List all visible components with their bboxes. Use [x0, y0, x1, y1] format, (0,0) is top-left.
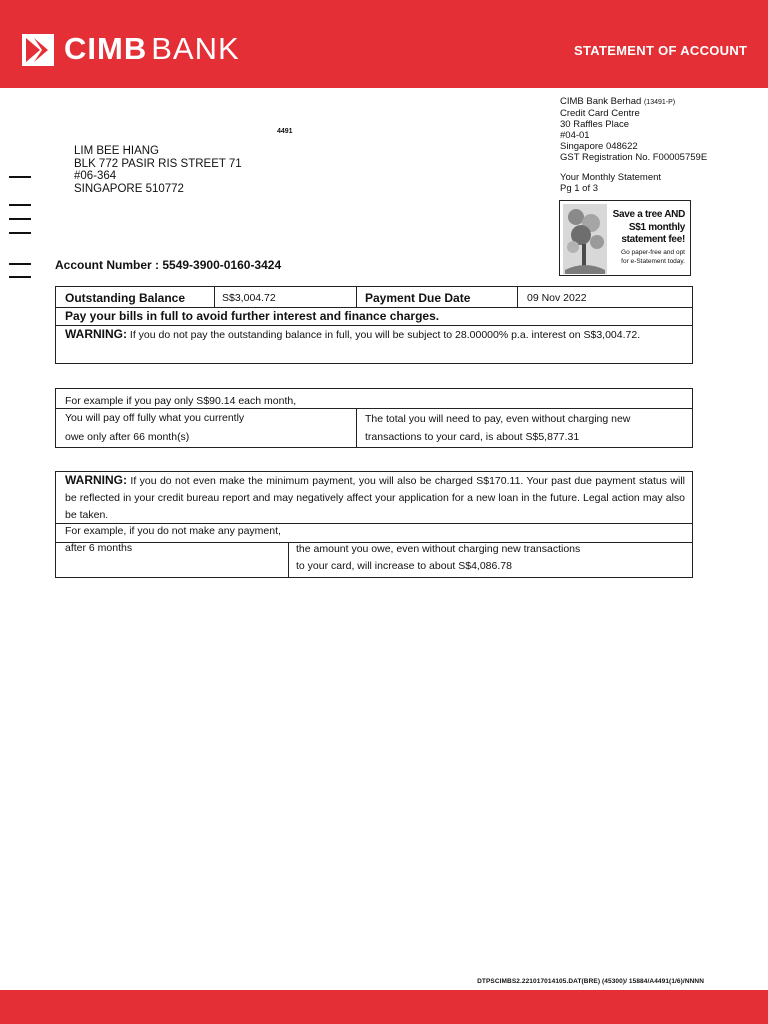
customer-name: LIM BEE HIANG — [74, 145, 159, 157]
payoff-text: owe only after 66 month(s) — [65, 431, 190, 443]
margin-mark — [9, 263, 31, 265]
customer-address — [74, 145, 242, 195]
total-payment-text: The total you will need to pay, even without charging new — [365, 413, 631, 425]
bank-address-line: Singapore 048622 — [560, 140, 638, 152]
increase-text: to your card, will increase to about S$4,086.78 — [296, 560, 512, 572]
margin-mark — [9, 218, 31, 220]
increase-text: the amount you owe, even without charging new transactions — [296, 543, 581, 555]
pay-in-full-notice: Pay your bills in full to avoid further interest and finance charges. — [65, 309, 440, 323]
page-number: Pg 1 of 3 — [560, 182, 599, 194]
margin-mark — [9, 204, 31, 206]
payoff-text: You will pay off fully what you currently — [65, 412, 245, 424]
customer-address-line: #06-364 — [74, 170, 117, 183]
customer-address-line: BLK 772 PASIR RIS STREET 71 — [74, 157, 242, 170]
bank-reg-no: (13491-P) — [643, 99, 676, 106]
ad-subtext: Go paper-free and opt for e-Statement today. — [621, 249, 685, 265]
cimb-logo-icon — [22, 34, 54, 66]
divider — [288, 542, 289, 577]
customer-address-line: SINGAPORE 510772 — [74, 182, 184, 195]
brand-logo-text: CIMB BANK — [64, 31, 240, 66]
divider — [517, 287, 518, 307]
tree-illustration-icon — [563, 204, 607, 274]
margin-mark — [9, 276, 31, 278]
bank-address-line: #04-01 — [560, 129, 590, 141]
no-payment-warning — [55, 471, 693, 578]
margin-mark — [9, 232, 31, 234]
months-text: after 6 months — [65, 542, 133, 554]
bank-address — [560, 97, 707, 163]
bank-address-line: 30 Raffles Place — [560, 118, 630, 130]
divider — [356, 408, 357, 447]
document-code: DTPSCIMBS2.221017014105.DAT(BRE) (45300)/ 15884/A4491(1/6)/NNNN — [477, 978, 704, 985]
payment-due-label: Payment Due Date — [365, 291, 471, 305]
statement-title: STATEMENT OF ACCOUNT — [574, 43, 748, 58]
mailing-code: 4491 — [277, 128, 293, 135]
outstanding-balance-value: S$3,004.72 — [222, 292, 276, 304]
account-number: Account Number : 5549-3900-0160-3424 — [55, 258, 282, 272]
divider — [214, 287, 215, 307]
minimum-payment-warning: WARNING: If you do not even make the minimum payment, you will also be charged S$170.11. Your past due payment status will be reflected in your credit bureau report and may negatively affect your application for a new loan in the future. Legal action may also be taken. — [65, 473, 685, 521]
margin-mark — [9, 176, 31, 178]
outstanding-balance-label: Outstanding Balance — [65, 291, 186, 305]
bank-name: CIMB Bank Berhad — [560, 96, 642, 107]
interest-warning: WARNING: If you do not pay the outstanding balance in full, you will be subject to 28.00000% p.a. interest on S$3,004.72. — [65, 327, 641, 341]
min-payment-intro: For example if you pay only S$90.14 each month, — [65, 395, 297, 407]
bank-address-line: GST Registration No. F00005759E — [560, 151, 708, 163]
payment-due-date: 09 Nov 2022 — [527, 292, 587, 304]
ad-headline: Save a tree AND S$1 monthly statement fee! — [612, 209, 685, 245]
minimum-payment-example — [55, 388, 693, 448]
divider — [356, 287, 357, 307]
statement-label: Your Monthly Statement — [560, 172, 662, 183]
statement-info — [560, 173, 661, 195]
estatement-ad — [559, 200, 691, 276]
no-payment-intro: For example, if you do not make any payment, — [65, 525, 281, 537]
bank-address-line: Credit Card Centre — [560, 107, 640, 119]
footer-bar — [0, 990, 768, 1024]
balance-summary — [55, 286, 693, 364]
total-payment-text: transactions to your card, is about S$5,877.31 — [365, 431, 580, 443]
